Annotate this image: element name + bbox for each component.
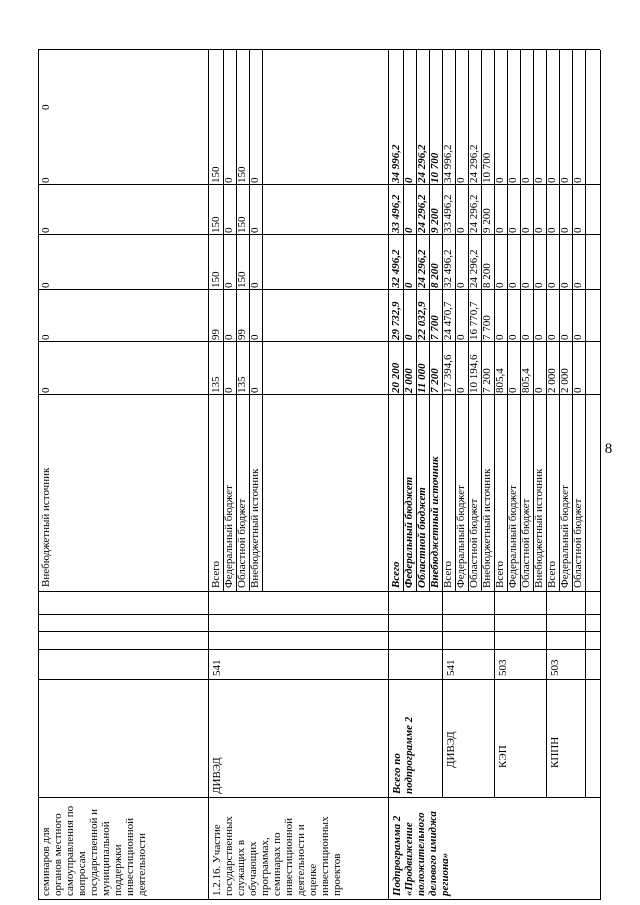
value-cell: 22 032,9 [416,301,428,340]
value-cell: 0 [40,334,52,340]
value-cell: 0 [455,387,467,393]
value-cell: 0 [249,387,261,393]
table-rule [262,50,263,592]
value-cell: 0 [494,334,506,340]
value-cell: 0 [546,282,558,288]
row-label: Внебюджетный источник [481,468,493,588]
row-label: Областной бюджет [236,498,248,588]
value-cell: 7 200 [429,368,441,393]
row-label: Федеральный бюджет [507,485,519,588]
value-cell: 0 [40,282,52,288]
executor-label: ДИВЭД [445,731,457,768]
value-cell: 99 [236,329,248,340]
row-label: Внебюджетный источник [533,468,545,588]
value-cell: 0 [533,387,545,393]
value-cell: 32 496,2 [390,249,402,288]
table-rule [38,234,600,235]
row-label: Областной бюджет [416,487,428,588]
value-cell: 0 [455,282,467,288]
activity-text: семинаров для органов местного самоуправления по вопросам государственной и муниципальной поддержки инвестиционной деятельности [40,805,148,896]
value-cell: 10 700 [481,152,493,183]
value-cell: 0 [249,177,261,183]
activity-text: Подпрограмма 2 «Продвижение положительного делового имиджа региона» [391,811,451,896]
table-rule [38,289,600,290]
grbs-code: 541 [445,659,457,676]
value-cell: 0 [559,334,571,340]
value-cell: 0 [520,177,532,183]
value-cell: 0 [559,177,571,183]
value-cell: 0 [559,227,571,233]
row-label: Федеральный бюджет [223,485,235,588]
value-cell: 17 394,6 [442,354,454,393]
table-rule [38,49,600,50]
value-cell: 29 732,9 [390,301,402,340]
value-cell: 34 996,2 [442,144,454,183]
value-cell: 7 200 [481,368,493,393]
grbs-code: 503 [549,659,561,676]
value-cell: 0 [40,104,52,110]
grbs-code: 503 [497,659,509,676]
table-rule [38,797,600,798]
value-cell: 9 200 [429,208,441,233]
value-cell: 0 [403,177,415,183]
value-cell: 0 [572,334,584,340]
table-rule [38,184,600,185]
value-cell: 0 [559,282,571,288]
value-cell: 0 [533,334,545,340]
table-rule [546,592,547,798]
table-rule [38,394,600,395]
table-rule [38,899,600,900]
value-cell: 0 [507,177,519,183]
row-label: Всего [210,561,222,588]
executor-total: Всего по подпрограмме 2 [391,716,415,794]
value-cell: 24 296,2 [468,194,480,233]
value-cell: 0 [520,227,532,233]
value-cell: 0 [249,334,261,340]
value-cell: 0 [572,177,584,183]
table-rule [494,592,495,798]
value-cell: 805,4 [520,368,532,393]
value-cell: 0 [520,334,532,340]
value-cell: 0 [507,282,519,288]
value-cell: 99 [210,329,222,340]
value-cell: 8 200 [429,263,441,288]
value-cell: 0 [546,334,558,340]
value-cell: 0 [507,387,519,393]
value-cell: 150 [210,271,222,288]
row-label: Всего [390,561,402,588]
value-cell: 0 [455,177,467,183]
value-cell: 0 [455,334,467,340]
value-cell: 16 770,7 [468,301,480,340]
value-cell: 7 700 [429,315,441,340]
value-cell: 24 296,2 [468,144,480,183]
page-number: 8 [604,440,613,457]
table-rule [38,649,600,650]
value-cell: 2 000 [403,368,415,393]
value-cell: 10 700 [429,152,441,183]
value-cell: 2 000 [546,368,558,393]
table-rule [600,50,601,900]
value-cell: 0 [223,387,235,393]
value-cell: 0 [455,227,467,233]
table-rule [38,341,600,342]
value-cell: 0 [546,227,558,233]
row-label: Федеральный бюджет [559,485,571,588]
value-cell: 33 496,2 [390,194,402,233]
value-cell: 0 [403,334,415,340]
table-rule [38,679,600,680]
value-cell: 805,4 [494,368,506,393]
table-rule [38,50,39,900]
value-cell: 24 296,2 [416,194,428,233]
table-rule [494,50,495,592]
source-label: Внебюджетный источник [40,467,52,587]
table-rule [38,631,600,632]
table-rule [546,50,547,592]
value-cell: 150 [236,216,248,233]
executor-label: ДИВЭД [211,757,223,794]
value-cell: 32 496,2 [442,249,454,288]
value-cell: 150 [210,216,222,233]
value-cell: 0 [249,282,261,288]
row-label: Внебюджетный источник [429,456,441,588]
value-cell: 0 [223,334,235,340]
value-cell: 24 296,2 [468,249,480,288]
value-cell: 0 [494,227,506,233]
value-cell: 0 [40,177,52,183]
value-cell: 0 [533,227,545,233]
row-label: Областной бюджет [572,498,584,588]
table-rule [442,592,443,798]
value-cell: 150 [210,166,222,183]
value-cell: 0 [494,177,506,183]
table-rule [208,50,209,900]
value-cell: 0 [249,227,261,233]
value-cell: 2 000 [559,368,571,393]
value-cell: 0 [40,227,52,233]
value-cell: 0 [403,282,415,288]
row-label: Федеральный бюджет [403,476,415,588]
table-rule [585,50,586,592]
value-cell: 0 [572,387,584,393]
value-cell: 11 000 [416,363,428,393]
value-cell: 20 200 [390,362,402,393]
activity-text: 1.2.16. Участие государственных служащих в обучающих программах, семинарах по инвестиционной деятельности и оценке инвестиционных проектов [211,816,343,896]
value-cell: 135 [210,376,222,393]
value-cell: 24 296,2 [416,249,428,288]
value-cell: 9 200 [481,208,493,233]
value-cell: 0 [223,282,235,288]
row-label: Областной бюджет [520,498,532,588]
table-rule [388,50,389,900]
value-cell: 150 [236,166,248,183]
table-rule [38,591,600,592]
value-cell: 34 996,2 [390,144,402,183]
value-cell: 0 [572,227,584,233]
value-cell: 0 [507,334,519,340]
grbs-code: 541 [211,659,223,676]
value-cell: 0 [40,387,52,393]
value-cell: 0 [533,177,545,183]
executor-label: КППН [549,736,561,768]
value-cell: 7 700 [481,315,493,340]
table-rule [585,592,586,798]
value-cell: 8 200 [481,263,493,288]
value-cell: 0 [572,282,584,288]
value-cell: 0 [520,282,532,288]
value-cell: 0 [507,227,519,233]
value-cell: 10 194,6 [468,354,480,393]
row-label: Всего [442,561,454,588]
row-label: Всего [546,561,558,588]
value-cell: 24 296,2 [416,144,428,183]
value-cell: 150 [236,271,248,288]
value-cell: 0 [223,227,235,233]
value-cell: 135 [236,376,248,393]
value-cell: 0 [494,282,506,288]
row-label: Областной бюджет [468,498,480,588]
value-cell: 0 [403,227,415,233]
value-cell: 24 470,7 [442,301,454,340]
value-cell: 0 [223,177,235,183]
value-cell: 0 [546,177,558,183]
executor-label: КЭП [497,745,509,768]
table-rule [38,614,600,615]
row-label: Внебюджетный источник [249,468,261,588]
value-cell: 33 496,2 [442,194,454,233]
row-label: Федеральный бюджет [455,485,467,588]
row-label: Всего [494,561,506,588]
value-cell: 0 [533,282,545,288]
